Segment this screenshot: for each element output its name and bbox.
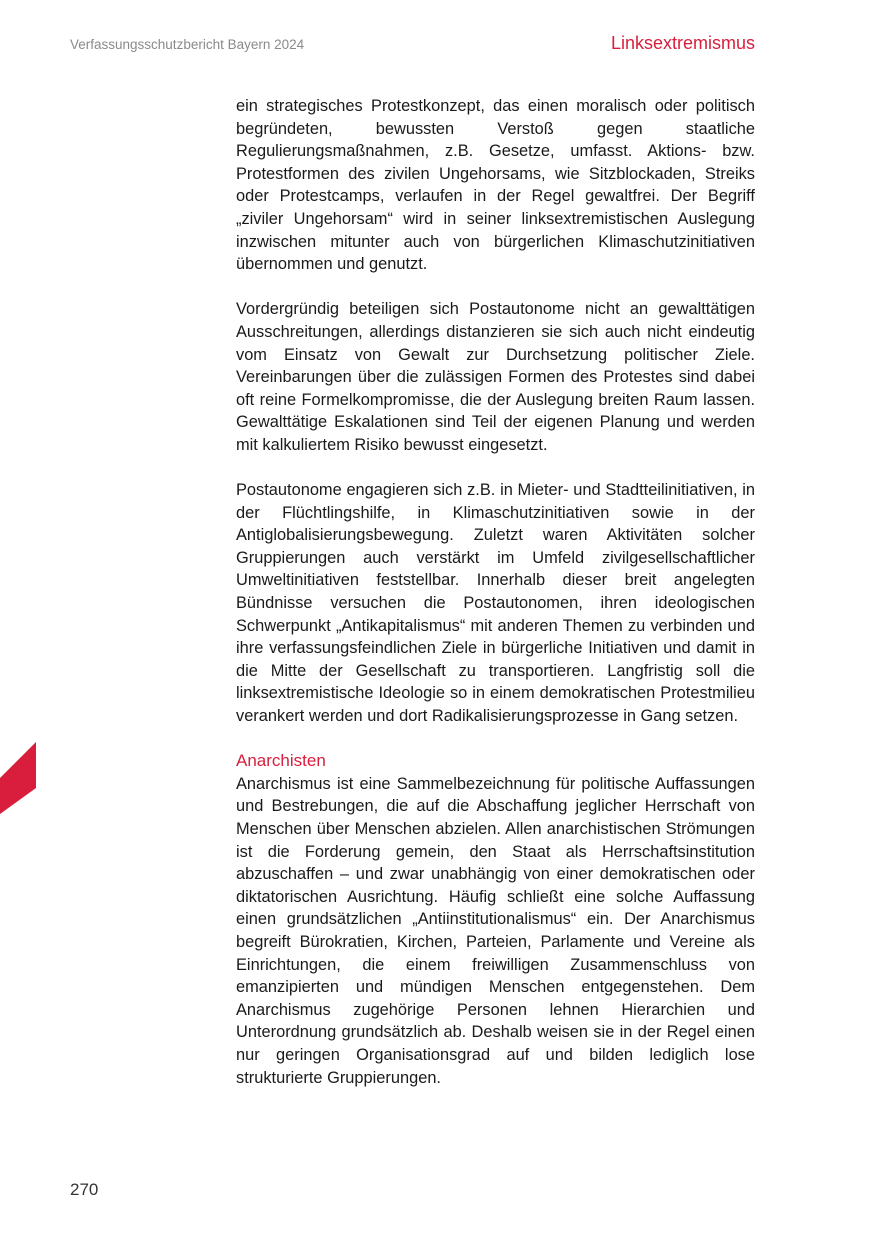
body-text	[236, 95, 755, 1089]
chapter-marker-tab	[0, 742, 36, 814]
section-heading: Anarchisten	[236, 751, 326, 771]
paragraph: ein strategisches Protestkonzept, das einen moralisch oder politisch begründeten, bewussten Verstoß gegen staatliche Regulierungsmaßnahmen, z.B. Gesetze, umfasst. Aktions- bzw. Protestformen des zivilen Ungehorsams, wie Sitzblockaden, Streiks oder Protestcamps, verlaufen in der Regel gewaltfrei. Der Begriff „ziviler Ungehorsam“ wird in seiner linksextremistischen Auslegung inzwischen mitunter auch von bürgerlichen Klimaschutzinitiativen übernommen und genutzt.	[236, 97, 755, 274]
page-number: 270	[70, 1180, 99, 1199]
paragraph: Anarchismus ist eine Sammelbezeichnung für politische Auffassungen und Bestrebungen, die auf die Abschaffung jeglicher Herrschaft von Menschen über Menschen abzielen. Allen anarchistischen Strömungen ist die Forderung gemein, den Staat als Herrschaftsinstitution abzuschaffen – und zwar unabhängig von einer demokratischen oder diktatorischen Ausrichtung. Häufig schließt eine solche Auffassung einen grundsätzlichen „Antiinstitutionalismus“ ein. Der Anarchismus begreift Bürokratien, Kirchen, Parteien, Parlamente und Vereine als Einrichtungen, die einem freiwilligen Zusammenschluss von emanzipierten und mündigen Menschen entgegenstehen. Dem Anarchismus zugehörige Personen lehnen Hierarchien und Unterordnung grundsätzlich ab. Deshalb weisen sie in der Regel einen nur geringen Organisationsgrad auf und bilden lediglich lose strukturierte Gruppierungen.	[236, 774, 755, 1087]
paragraph: Vordergründig beteiligen sich Postautonome nicht an gewalttätigen Ausschreitungen, allerdings distanzieren sie sich auch nicht eindeutig vom Einsatz von Gewalt zur Durchsetzung politischer Ziele. Vereinbarungen über die zulässigen Formen des Protestes sind dabei oft reine Formelkompromisse, die der Auslegung breiten Raum lassen. Gewalttätige Eskalationen sind Teil der eigenen Planung und werden mit kalkuliertem Risiko bewusst eingesetzt.	[236, 300, 755, 454]
paragraph: Postautonome engagieren sich z.B. in Mieter- und Stadtteilinitiativen, in der Flüchtlingshilfe, in Klimaschutzinitiativen sowie in der Antiglobalisierungsbewegung. Zuletzt waren Aktivitäten solcher Gruppierungen auch verstärkt im Umfeld zivilgesellschaftlicher Umweltinitiativen feststellbar. Innerhalb dieser breit angelegten Bündnisse versuchen die Postautonomen, ihren ideologischen Schwerpunkt „Antikapitalismus“ mit anderen Themen zu verbinden und ihre verfassungsfeindlichen Ziele in bürgerliche Initiativen und damit in die Mitte der Gesellschaft zu transportieren. Langfristig soll die linksextremistische Ideologie so in einem demokratischen Protestmilieu verankert werden und dort Radikalisierungsprozesse in Gang setzen.	[236, 481, 755, 726]
running-header-title: Verfassungsschutzbericht Bayern 2024	[70, 37, 305, 52]
running-header-chapter: Linksextremismus	[610, 33, 755, 53]
